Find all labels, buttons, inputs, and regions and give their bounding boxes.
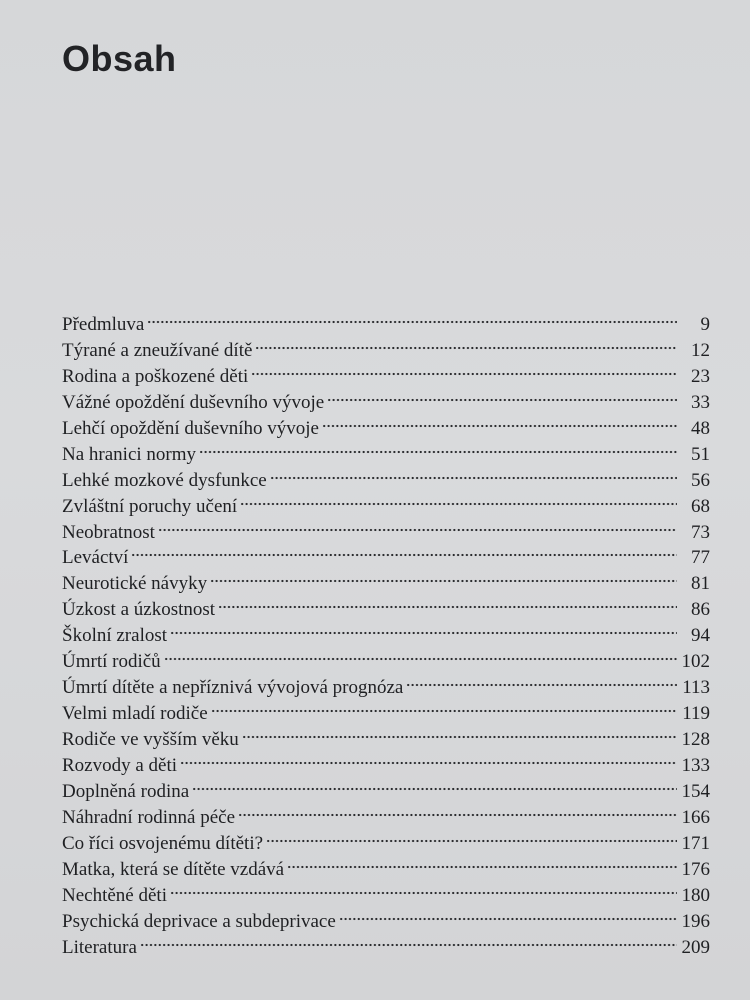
toc-entry-title: Školní zralost xyxy=(62,625,168,647)
dot-leader xyxy=(255,345,677,351)
toc-entry xyxy=(62,571,710,597)
toc-entry-page-number: 113 xyxy=(682,677,710,699)
toc-entry-page-number: 154 xyxy=(681,780,710,802)
dot-leader xyxy=(406,682,677,688)
toc-entry-title: Matka, která se dítěte vzdává xyxy=(62,858,285,880)
toc-entry-title: Úzkost a úzkostnost xyxy=(62,599,216,621)
toc-entry-title: Literatura xyxy=(62,936,137,958)
toc-entry-page-number: 12 xyxy=(691,339,710,361)
toc-entry-page-number: 128 xyxy=(681,729,710,750)
dot-leader xyxy=(240,501,677,507)
toc-entry-page-number: 77 xyxy=(691,547,710,569)
toc-entry-page-number: 33 xyxy=(691,391,710,413)
dot-leader xyxy=(131,552,677,558)
toc-entry-title: Úmrtí rodičů xyxy=(62,651,161,673)
toc-entry xyxy=(62,935,710,961)
dot-leader xyxy=(218,604,677,610)
toc-entry-title: Neobratnost xyxy=(62,521,155,543)
toc-entry xyxy=(62,520,710,546)
dot-leader xyxy=(158,527,677,533)
toc-entry-title: Týrané a zneužívané dítě xyxy=(62,339,253,361)
toc-entry-page-number: 102 xyxy=(681,651,710,673)
dot-leader xyxy=(238,812,677,818)
toc-entry-page-number: 48 xyxy=(691,417,710,439)
toc-entry xyxy=(62,390,710,416)
toc-entry-page-number: 86 xyxy=(691,599,710,621)
table-of-contents xyxy=(62,312,710,960)
page-title: Obsah xyxy=(62,38,177,79)
toc-entry xyxy=(62,623,710,649)
dot-leader xyxy=(251,371,677,377)
dot-leader xyxy=(170,890,677,896)
toc-entry-page-number: 180 xyxy=(681,884,710,906)
toc-entry-page-number: 9 xyxy=(700,314,710,335)
toc-entry-title: Doplněná rodina xyxy=(62,780,190,802)
toc-entry-title: Náhradní rodinná péče xyxy=(62,806,236,828)
toc-entry xyxy=(62,909,710,935)
toc-entry-title: Nechtěné děti xyxy=(62,884,167,906)
toc-entry-title: Předmluva xyxy=(62,314,145,335)
dot-leader xyxy=(210,578,677,584)
dot-leader xyxy=(266,838,677,844)
toc-entry-title: Neurotické návyky xyxy=(62,573,208,595)
toc-entry xyxy=(62,753,710,779)
toc-entry-title: Vážné opoždění duševního vývoje xyxy=(62,391,325,413)
toc-entry xyxy=(62,675,710,701)
dot-leader xyxy=(192,786,677,792)
toc-entry-page-number: 68 xyxy=(691,495,710,517)
toc-entry-title: Úmrtí dítěte a nepříznivá vývojová prognóza xyxy=(62,677,404,699)
dot-leader xyxy=(287,864,677,870)
dot-leader xyxy=(242,734,677,740)
toc-entry xyxy=(62,468,710,494)
dot-leader xyxy=(270,475,677,481)
dot-leader xyxy=(147,319,677,325)
toc-entry-page-number: 51 xyxy=(691,443,710,465)
toc-entry xyxy=(62,805,710,831)
toc-entry-title: Lehčí opoždění duševního vývoje xyxy=(62,417,319,439)
toc-entry xyxy=(62,545,710,571)
toc-entry-page-number: 73 xyxy=(691,521,710,543)
dot-leader xyxy=(322,423,677,429)
toc-entry-title: Na hranici normy xyxy=(62,443,197,465)
toc-entry xyxy=(62,701,710,727)
toc-entry-page-number: 23 xyxy=(691,365,710,387)
toc-entry-title: Rozvody a děti xyxy=(62,754,178,776)
dot-leader xyxy=(339,916,677,922)
toc-entry-page-number: 94 xyxy=(691,625,710,647)
dot-leader xyxy=(327,397,677,403)
toc-entry-title: Rodina a poškozené děti xyxy=(62,365,249,387)
toc-entry-title: Leváctví xyxy=(62,547,129,569)
toc-entry xyxy=(62,416,710,442)
toc-entry xyxy=(62,883,710,909)
toc-entry-page-number: 166 xyxy=(681,806,710,828)
toc-entry-page-number: 81 xyxy=(691,573,710,595)
toc-entry-page-number: 176 xyxy=(681,858,710,880)
dot-leader xyxy=(170,630,677,636)
toc-entry-title: Rodiče ve vyšším věku xyxy=(62,729,239,750)
toc-entry-page-number: 196 xyxy=(681,910,710,932)
toc-entry xyxy=(62,442,710,468)
toc-entry xyxy=(62,597,710,623)
toc-entry-page-number: 119 xyxy=(682,703,710,725)
toc-entry xyxy=(62,727,710,753)
toc-entry xyxy=(62,312,710,338)
toc-entry xyxy=(62,857,710,883)
toc-entry-page-number: 171 xyxy=(681,832,710,854)
toc-entry-page-number: 133 xyxy=(681,754,710,776)
toc-entry-title: Lehké mozkové dysfunkce xyxy=(62,469,267,491)
dot-leader xyxy=(211,708,677,714)
toc-entry xyxy=(62,494,710,520)
toc-entry-title: Velmi mladí rodiče xyxy=(62,703,208,725)
dot-leader xyxy=(164,656,677,662)
toc-entry-page-number: 209 xyxy=(681,936,710,958)
toc-entry-title: Zvláštní poruchy učení xyxy=(62,495,238,517)
dot-leader xyxy=(140,942,677,948)
toc-entry xyxy=(62,831,710,857)
dot-leader xyxy=(199,449,677,455)
dot-leader xyxy=(180,760,677,766)
toc-entry xyxy=(62,779,710,805)
toc-entry-title: Psychická deprivace a subdeprivace xyxy=(62,910,336,932)
toc-entry-page-number: 56 xyxy=(691,469,710,491)
toc-entry-title: Co říci osvojenému dítěti? xyxy=(62,832,264,854)
toc-entry xyxy=(62,338,710,364)
toc-entry xyxy=(62,364,710,390)
toc-entry xyxy=(62,649,710,675)
